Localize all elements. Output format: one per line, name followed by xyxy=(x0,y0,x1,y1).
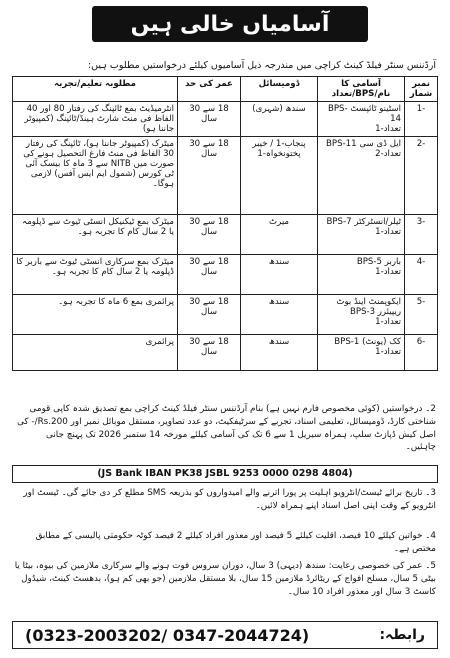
row-number: -6 xyxy=(405,335,438,371)
post-cell xyxy=(318,102,405,137)
post-count: تعداد-2 xyxy=(375,149,401,159)
post-cell xyxy=(318,255,405,295)
row-number: -3 xyxy=(405,215,438,255)
post-cell xyxy=(318,215,405,255)
qualification-cell: میٹرک بمع ٹیکنیکل انسٹی ٹیوٹ سے ڈپلومہ یا 2 سال کام کا تجربہ ہو۔ xyxy=(13,215,178,255)
row-number: -4 xyxy=(405,255,438,295)
age-cell: 18 سے 30 سال xyxy=(178,215,241,255)
col-header-domicile: ڈومیسائل xyxy=(241,77,318,102)
post-name: کک (یونٹ) BPS-1 xyxy=(334,337,401,347)
table-row xyxy=(13,255,438,295)
age-cell: 18 سے 30 سال xyxy=(178,102,241,137)
page-title: آسامیاں خالی ہیں xyxy=(92,6,368,42)
table-header-row xyxy=(13,77,438,102)
paragraph-5: 5۔ عمر کی خصوصی رعایت: سندھ (دیہی) 3 سال، دوران سروس فوت ہونے والے سرکاری ملازمین کی بیوہ، بیٹا یا بیٹی 5 سال، مسلح افواج کے ریٹائرڈ ملازمین 15 سال، بلا مستقل ملازمین (جو بھی کم ہو)، بدھسٹ کینٹ، شیڈول کاسٹ 3 سال اور معذور افراد 10 سال۔ xyxy=(14,561,436,597)
age-cell: 18 سے 30 سال xyxy=(178,295,241,335)
post-count: تعداد-1 xyxy=(375,267,401,277)
domicile-cell: سندھ xyxy=(241,255,318,295)
domicile-cell: سندھ xyxy=(241,335,318,371)
post-count: تعداد-1 xyxy=(375,124,401,134)
vacancy-table xyxy=(12,76,438,371)
post-cell xyxy=(318,295,405,335)
age-cell: 18 سے 30 سال xyxy=(178,137,241,215)
row-number: -1 xyxy=(405,102,438,137)
post-cell xyxy=(318,137,405,215)
contact-box xyxy=(12,621,438,649)
post-name: ٹیلر/انسٹرکٹر BPS-7 xyxy=(326,217,401,227)
col-header-age: عمر کی حد xyxy=(178,77,241,102)
qualification-cell: پرائمری xyxy=(13,335,178,371)
qualification-cell: انٹرمیڈیٹ بمع ٹائپنگ کی رفتار 80 اور 40 الفاظ فی منٹ شارٹ ہینڈ/ٹائپنگ (کمپیوٹر جاننا ہو) xyxy=(13,102,178,137)
qualification-cell: پرائمری بمع 6 ماہ کا تجربہ ہو۔ xyxy=(13,295,178,335)
col-header-no: نمبر شمار xyxy=(405,77,438,102)
contact-label: رابطہ: xyxy=(379,627,425,643)
domicile-cell: سندھ (شہری) xyxy=(241,102,318,137)
post-count: تعداد-1 xyxy=(375,317,401,327)
intro-text: آرڈننس سنٹر فیلڈ کینٹ کراچی میں مندرجہ ذیل آسامیوں کیلئے درخواستیں مطلوب ہیں: xyxy=(87,60,436,71)
row-number: -2 xyxy=(405,137,438,215)
qualification-cell: میٹرک بمع سرکاری انسٹی ٹیوٹ سے باربر کا ڈپلومہ یا 2 سال کام کا تجربہ ہو۔ xyxy=(13,255,178,295)
paragraph-2: 2۔ درخواستیں (کوئی مخصوص فارم نہیں ہے) بنام آرڈننس سنٹر فیلڈ کینٹ کراچی بمع تصدیق شدہ کاپی قومی شناختی کارڈ، ڈومیسائل، تعلیمی اسناد، تجربے کے سرٹیفکیٹ، دو عدد تصاویر، مستقل موبائل نمبر اور Rs.200/- کی اصل کیش ڈپازٹ سلپ، ہمراہ سیریل 1 سے 6 تک کی آسامی کیلئے مورخہ 14 ستمبر 2026 تک پہنچ جانی چاہئیں۔ xyxy=(17,404,436,453)
table-row xyxy=(13,295,438,335)
table-row xyxy=(13,335,438,371)
bank-iban: (JS Bank IBAN PK38 JSBL 9253 0000 0298 4804) xyxy=(12,465,438,483)
paragraph-4: 4۔ خواتین کیلئے 10 فیصد، اقلیت کیلئے 5 فیصد اور معذور افراد کیلئے 2 فیصد کوٹہ حکومتی پالیسی کے مطابق مختص ہے۔ xyxy=(35,531,436,554)
post-name: اسٹینو ٹائپسٹ BPS-14 xyxy=(327,104,401,124)
post-count: تعداد-1 xyxy=(375,227,401,237)
post-count: تعداد-1 xyxy=(375,347,401,357)
table-row xyxy=(13,102,438,137)
post-name: باربر BPS-5 xyxy=(356,257,401,267)
col-header-post: آسامی کا نام/BPS/تعداد xyxy=(318,77,405,102)
domicile-cell: میرٹ xyxy=(241,215,318,255)
post-cell xyxy=(318,335,405,371)
post-name: ایکوپمنٹ اینڈ بوٹ ریپیئرر BPS-3 xyxy=(336,297,401,317)
post-name: ایل ڈی سی BPS-11 xyxy=(326,139,401,149)
qualification-cell: میٹرک (کمپیوٹر جاننا ہو)، ٹائپنگ کی رفتار 30 الفاظ فی منٹ فارغ التحصیل ہونے کی صورت میں NITB سے 3 ماہ کا بیسک آئی ٹی کورس (شمول ایم ایس آفس) لازمی ہوگا۔ xyxy=(13,137,178,215)
domicile-cell: پنجاب-1 / خیبر پختونخواہ-1 xyxy=(241,137,318,215)
age-cell: 18 سے 30 سال xyxy=(178,255,241,295)
paragraph-3: 3۔ تاریخ برائے ٹیسٹ/انٹرویو اہلیت پر پورا اترنے والے امیدواروں کو بذریعہ SMS مطلع کر دی جائے گی۔ ٹیسٹ اور انٹرویو کے وقت اپنی اصل اسناد اپنے ہمراہ لائیں۔ xyxy=(23,488,436,511)
table-row xyxy=(13,215,438,255)
col-header-qualification: مطلوبہ تعلیم/تجربہ xyxy=(13,77,178,102)
age-cell: 18 سے 30 سال xyxy=(178,335,241,371)
domicile-cell: سندھ xyxy=(241,295,318,335)
row-number: -5 xyxy=(405,295,438,335)
contact-phones: (0323-2003202/ 0347-2044724) xyxy=(25,625,310,645)
table-row xyxy=(13,137,438,215)
